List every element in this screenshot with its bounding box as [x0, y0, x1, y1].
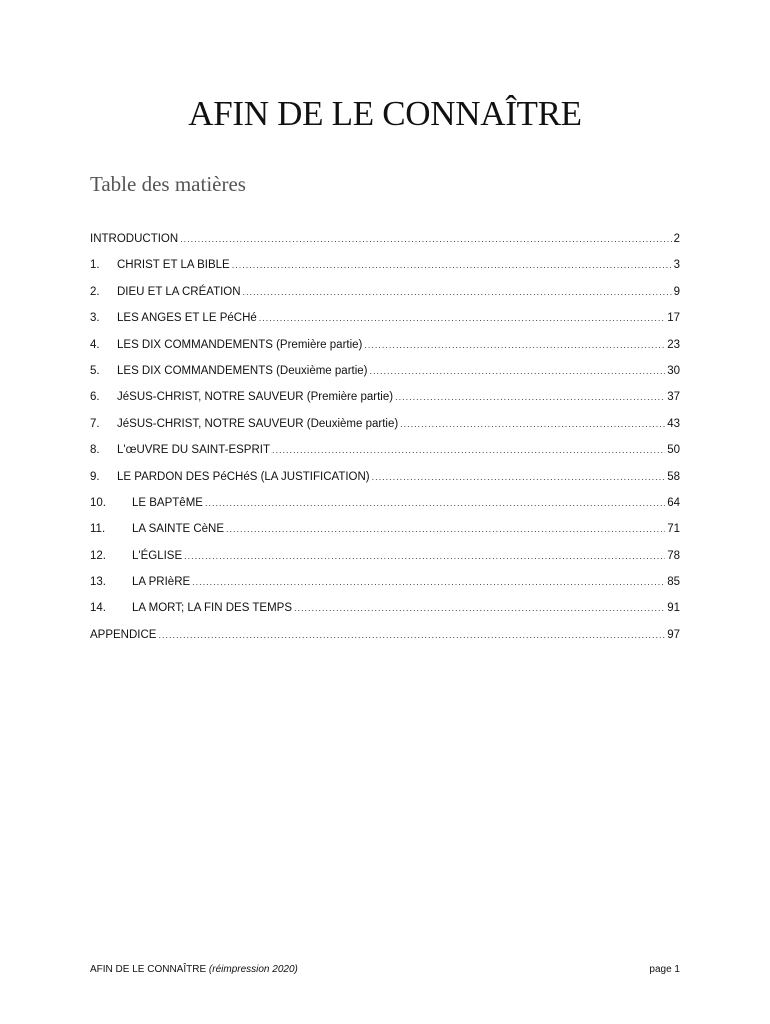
toc-entry-page: 58 [667, 470, 680, 483]
footer-title-block [90, 964, 298, 975]
toc-entry-number: 14. [90, 602, 106, 615]
toc-dot-leader [294, 598, 665, 618]
toc-entry-chapter-10[interactable] [90, 493, 680, 519]
toc-entry-number: 5. [90, 364, 100, 377]
toc-entry-label: JéSUS-CHRIST, NOTRE SAUVEUR (Première partie) [117, 391, 394, 404]
toc-entry-label: LA PRIèRE [132, 576, 191, 589]
toc-entry-chapter-12[interactable] [90, 546, 680, 572]
toc-entry-page: 43 [667, 417, 680, 430]
toc-entry-page: 3 [673, 259, 680, 272]
toc-entry-number: 1. [90, 259, 100, 272]
toc-dot-leader [192, 572, 665, 592]
toc-dot-leader [364, 335, 665, 355]
toc-entry-page: 64 [667, 496, 680, 509]
toc-entry-chapter-1[interactable] [90, 255, 680, 281]
toc-entry-page: 91 [667, 602, 680, 615]
toc-dot-leader [372, 467, 666, 487]
toc-entry-page: 78 [667, 549, 680, 562]
toc-entry-number: 12. [90, 549, 106, 562]
toc-entry-page: 9 [673, 285, 680, 298]
toc-entry-label: LA SAINTE CèNE [132, 523, 225, 536]
toc-entry-chapter-2[interactable] [90, 282, 680, 308]
toc-entry-page: 50 [667, 444, 680, 457]
toc-entry-chapter-5[interactable] [90, 361, 680, 387]
toc-entry-chapter-7[interactable] [90, 414, 680, 440]
toc-entry-page: 17 [667, 312, 680, 325]
toc-entry-number: 9. [90, 470, 100, 483]
toc-entry-number: 7. [90, 417, 100, 430]
toc-entry-number: 6. [90, 391, 100, 404]
toc-entry-introduction[interactable] [90, 229, 680, 255]
toc-entry-label: APPENDICE [90, 628, 157, 641]
toc-entry-label: LES DIX COMMANDEMENTS (Première partie) [117, 338, 363, 351]
page-footer [90, 964, 680, 975]
toc-dot-leader [243, 282, 672, 302]
toc-entry-label: LE PARDON DES PéCHéS (LA JUSTIFICATION) [117, 470, 370, 483]
toc-entry-number: 4. [90, 338, 100, 351]
toc-entry-label: JéSUS-CHRIST, NOTRE SAUVEUR (Deuxième partie) [117, 417, 399, 430]
toc-entry-label: DIEU ET LA CRÉATION [117, 285, 241, 298]
toc-entry-number: 10. [90, 496, 106, 509]
toc-entry-chapter-11[interactable] [90, 519, 680, 545]
toc-entry-label: CHRIST ET LA BIBLE [117, 259, 230, 272]
toc-dot-leader [184, 546, 665, 566]
footer-page-number: page 1 [649, 964, 680, 975]
toc-entry-appendix[interactable] [90, 625, 680, 651]
toc-entry-label: LE BAPTêME [132, 496, 203, 509]
toc-entry-page: 30 [667, 364, 680, 377]
toc-entry-label: LA MORT; LA FIN DES TEMPS [132, 602, 292, 615]
toc-entry-chapter-8[interactable] [90, 440, 680, 466]
toc-entry-page: 71 [667, 523, 680, 536]
toc-dot-leader [158, 625, 665, 645]
toc-dot-leader [180, 229, 671, 249]
toc-dot-leader [226, 519, 665, 539]
toc-entry-page: 2 [673, 233, 680, 245]
toc-entry-label: LES ANGES ET LE PéCHé [117, 312, 257, 325]
toc-heading: Table des matières [90, 172, 246, 196]
toc-dot-leader [259, 308, 665, 328]
toc-entry-page: 37 [667, 391, 680, 404]
toc-entry-page: 23 [667, 338, 680, 351]
toc-entry-chapter-14[interactable] [90, 598, 680, 624]
toc-dot-leader [370, 361, 666, 381]
document-title: AFIN DE LE CONNAÎTRE [188, 94, 582, 133]
toc-entry-number: 13. [90, 576, 106, 589]
toc-entry-label: L'ÉGLISE [132, 549, 183, 562]
toc-dot-leader [272, 440, 665, 460]
toc-entry-chapter-4[interactable] [90, 335, 680, 361]
toc-entry-label: L'œUVRE DU SAINT-ESPRIT [117, 444, 270, 457]
toc-dot-leader [205, 493, 665, 513]
toc-entry-label: LES DIX COMMANDEMENTS (Deuxième partie) [117, 364, 368, 377]
table-of-contents [90, 229, 680, 651]
toc-entry-page: 85 [667, 576, 680, 589]
toc-entry-label: INTRODUCTION [90, 233, 179, 245]
toc-entry-page: 97 [667, 628, 680, 641]
toc-entry-number: 8. [90, 444, 100, 457]
toc-entry-number: 2. [90, 285, 100, 298]
toc-entry-number: 11. [90, 523, 106, 536]
toc-entry-chapter-13[interactable] [90, 572, 680, 598]
toc-entry-chapter-9[interactable] [90, 467, 680, 493]
toc-dot-leader [400, 414, 665, 434]
toc-dot-leader [395, 387, 665, 407]
toc-dot-leader [232, 255, 672, 275]
toc-entry-number: 3. [90, 312, 100, 325]
footer-reprint-note: (réimpression 2020) [208, 964, 298, 975]
footer-title: AFIN DE LE CONNAÎTRE [90, 964, 207, 975]
toc-entry-chapter-6[interactable] [90, 387, 680, 413]
toc-entry-chapter-3[interactable] [90, 308, 680, 334]
